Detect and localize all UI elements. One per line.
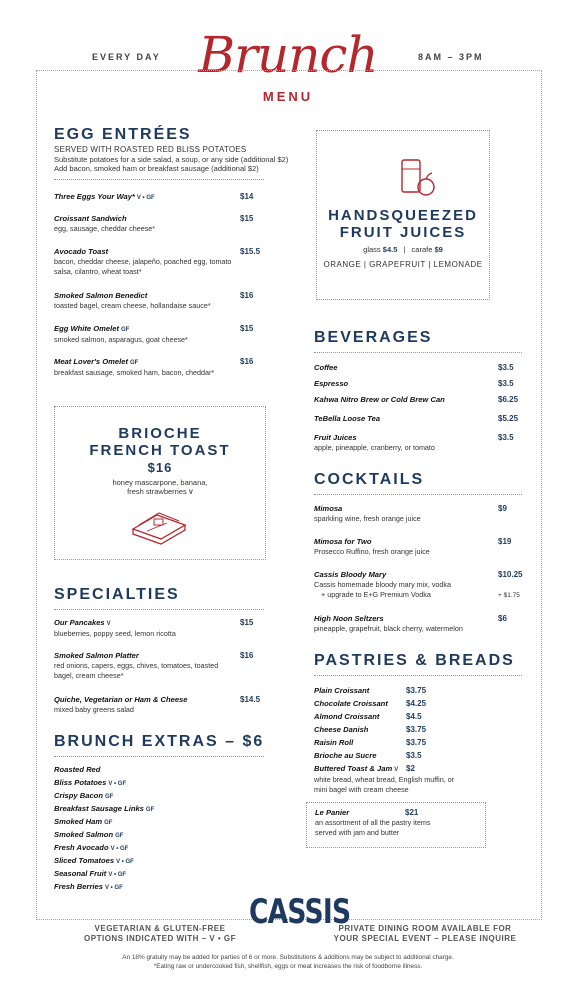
menu-item: Le Panier an assortment of all the pastry items served with jam and butter — [315, 808, 431, 837]
item-price: $14.5 — [240, 695, 261, 704]
extra-item: Fresh Berries V • GF — [54, 882, 123, 891]
egg-entrees-add-note: Add bacon, smoked ham or breakfast sausage (additional $2) — [54, 164, 259, 173]
extra-item: Smoked Salmon GF — [54, 830, 124, 839]
hours-times: 8AM – 3PM — [418, 52, 484, 62]
extra-item: Breakfast Sausage Links GF — [54, 804, 155, 813]
item-price: $16 — [240, 357, 254, 366]
menu-item: Smoked Salmon Benedict toasted bagel, cream cheese, hollandaise sauce* — [54, 291, 211, 310]
item-price: $15 — [240, 214, 254, 223]
extra-item: Fresh Avocado V • GF — [54, 843, 129, 852]
menu-item: Kahwa Nitro Brew or Cold Brew Can — [314, 395, 445, 404]
item-price: $3.5 — [498, 433, 514, 442]
item-price: $10.25 — [498, 570, 523, 579]
item-price: $3.5 — [406, 751, 422, 760]
brunch-extras-title: BRUNCH EXTRAS – $6 — [54, 733, 265, 750]
menu-item: Buttered Toast & Jam V white bread, wheat bread, English muffin, or mini bagel with cream cheese — [314, 764, 455, 794]
menu-item: Smoked Salmon Platter red onions, capers, eggs, chives, tomatoes, toasted bagel, cream cheese* — [54, 651, 219, 680]
french-toast-box — [54, 406, 266, 560]
menu-item: Cassis Bloody Mary Cassis homemade bloody mary mix, vodka + upgrade to E+G Premium Vodka — [314, 570, 452, 599]
egg-entrees-sub-note: Substitute potatoes for a side salad, a soup, or any side (additional $2) — [54, 155, 289, 164]
menu-item: Raisin Roll — [314, 738, 354, 747]
item-price: $9 — [498, 504, 507, 513]
pastries-title: PASTRIES & BREADS — [314, 652, 515, 669]
egg-entrees-rule — [54, 179, 264, 180]
item-price: $16 — [240, 291, 254, 300]
french-toast-title-line1: BRIOCHE — [118, 425, 202, 442]
menu-item: Quiche, Vegetarian or Ham & Cheese mixed baby greens salad — [54, 695, 188, 714]
menu-item: Mimosa sparkling wine, fresh orange juice — [314, 504, 421, 523]
item-price: $16 — [240, 651, 254, 660]
menu-item: Croissant Sandwich egg, sausage, cheddar cheese* — [54, 214, 156, 233]
french-toast-desc2: fresh strawberries V — [127, 487, 193, 496]
brunch-extras-rule — [54, 756, 264, 757]
egg-entrees-note: SERVED WITH ROASTED RED BLISS POTATOES — [54, 145, 247, 154]
item-price: $3.75 — [406, 738, 427, 747]
menu-item: Espresso — [314, 379, 349, 388]
juice-title-line2: FRUIT JUICES — [339, 224, 467, 241]
extra-item: Smoked Ham GF — [54, 817, 113, 826]
menu-item: Mimosa for Two Prosecco Ruffino, fresh orange juice — [314, 537, 430, 556]
beverages-title: BEVERAGES — [314, 329, 433, 346]
french-toast-icon — [127, 503, 191, 545]
juice-glass-icon — [397, 155, 439, 199]
pastries-rule — [314, 675, 522, 676]
item-price: $15.5 — [240, 247, 261, 256]
gratuity-note: An 18% gratuity may be added for parties of 6 or more. Substitutions & additions may be subject to additional charge. — [122, 954, 454, 961]
item-price: $15 — [240, 324, 254, 333]
upgrade-price: + $1.75 — [498, 592, 520, 599]
menu-item: Fruit Juices apple, pineapple, cranberry, or tomato — [314, 433, 435, 452]
item-price: $6.25 — [498, 395, 519, 404]
footer-left: VEGETARIAN & GLUTEN-FREE OPTIONS INDICATED WITH – V • GF — [84, 924, 236, 943]
cocktails-title: COCKTAILS — [314, 471, 425, 488]
item-price: $3.5 — [498, 363, 514, 372]
item-price: $14 — [240, 192, 254, 201]
french-toast-price: $16 — [147, 460, 173, 475]
menu-item: Plain Croissant — [314, 686, 370, 695]
specialties-rule — [54, 609, 264, 610]
menu-item: Meat Lover's Omelet GF breakfast sausage, smoked ham, bacon, cheddar* — [54, 357, 215, 377]
extra-item: Crispy Bacon GF — [54, 791, 114, 800]
menu-title: Brunch — [198, 26, 378, 84]
item-price: $21 — [405, 808, 419, 817]
menu-item: Our Pancakes V blueberries, poppy seed, lemon ricotta — [54, 618, 176, 638]
cocktails-rule — [314, 494, 522, 495]
specialties-title: SPECIALTIES — [54, 586, 180, 603]
egg-entrees-title: EGG ENTRÉES — [54, 126, 192, 143]
menu-item: High Noon Seltzers pineapple, grapefruit, black cherry, watermelon — [314, 614, 463, 633]
item-price: $2 — [406, 764, 415, 773]
juice-flavors: ORANGE | GRAPEFRUIT | LEMONADE — [323, 260, 483, 269]
extra-item: Roasted Red — [54, 765, 101, 774]
menu-item: Three Eggs Your Way* V • GF — [54, 192, 155, 201]
menu-subtitle: MENU — [262, 89, 314, 104]
juice-prices: glass $4.5 | carafe $9 — [363, 245, 443, 254]
item-price: $3.75 — [406, 686, 427, 695]
menu-item: Chocolate Croissant — [314, 699, 388, 708]
menu-item: Avocado Toast bacon, cheddar cheese, jalapeño, poached egg, tomato salsa, cilantro, wheat toast* — [54, 247, 232, 276]
health-warning: *Eating raw or undercooked fish, shellfish, eggs or meat increases the risk of foodborne illness. — [153, 963, 423, 970]
item-price: $6 — [498, 614, 507, 623]
item-price: $19 — [498, 537, 512, 546]
menu-item: TeBella Loose Tea — [314, 414, 381, 423]
item-price: $3.75 — [406, 725, 427, 734]
menu-item: Almond Croissant — [314, 712, 380, 721]
menu-item: Egg White Omelet GF smoked salmon, asparagus, goat cheese* — [54, 324, 188, 344]
menu-item: Coffee — [314, 363, 338, 372]
extra-item: Sliced Tomatoes V • GF — [54, 856, 134, 865]
footer-right: PRIVATE DINING ROOM AVAILABLE FOR YOUR SPECIAL EVENT – PLEASE INQUIRE — [333, 924, 517, 943]
extra-item: Seasonal Fruit V • GF — [54, 869, 127, 878]
hours-days: EVERY DAY — [92, 52, 161, 62]
menu-item: Cheese Danish — [314, 725, 369, 734]
juice-title-line1: HANDSQUEEZED — [328, 207, 478, 224]
extra-item: Bliss Potatoes V • GF — [54, 778, 127, 787]
item-price: $5.25 — [498, 414, 519, 423]
juice-box — [316, 130, 490, 300]
le-panier-box — [306, 802, 486, 848]
french-toast-title-line2: FRENCH TOAST — [89, 442, 231, 459]
item-price: $4.5 — [406, 712, 422, 721]
item-price: $4.25 — [406, 699, 427, 708]
french-toast-desc1: honey mascarpone, banana, — [112, 478, 208, 487]
item-price: $15 — [240, 618, 254, 627]
cassis-logo: CASSIS — [249, 892, 351, 932]
item-price: $3.5 — [498, 379, 514, 388]
menu-item: Brioche au Sucre — [314, 751, 377, 760]
beverages-rule — [314, 352, 522, 353]
